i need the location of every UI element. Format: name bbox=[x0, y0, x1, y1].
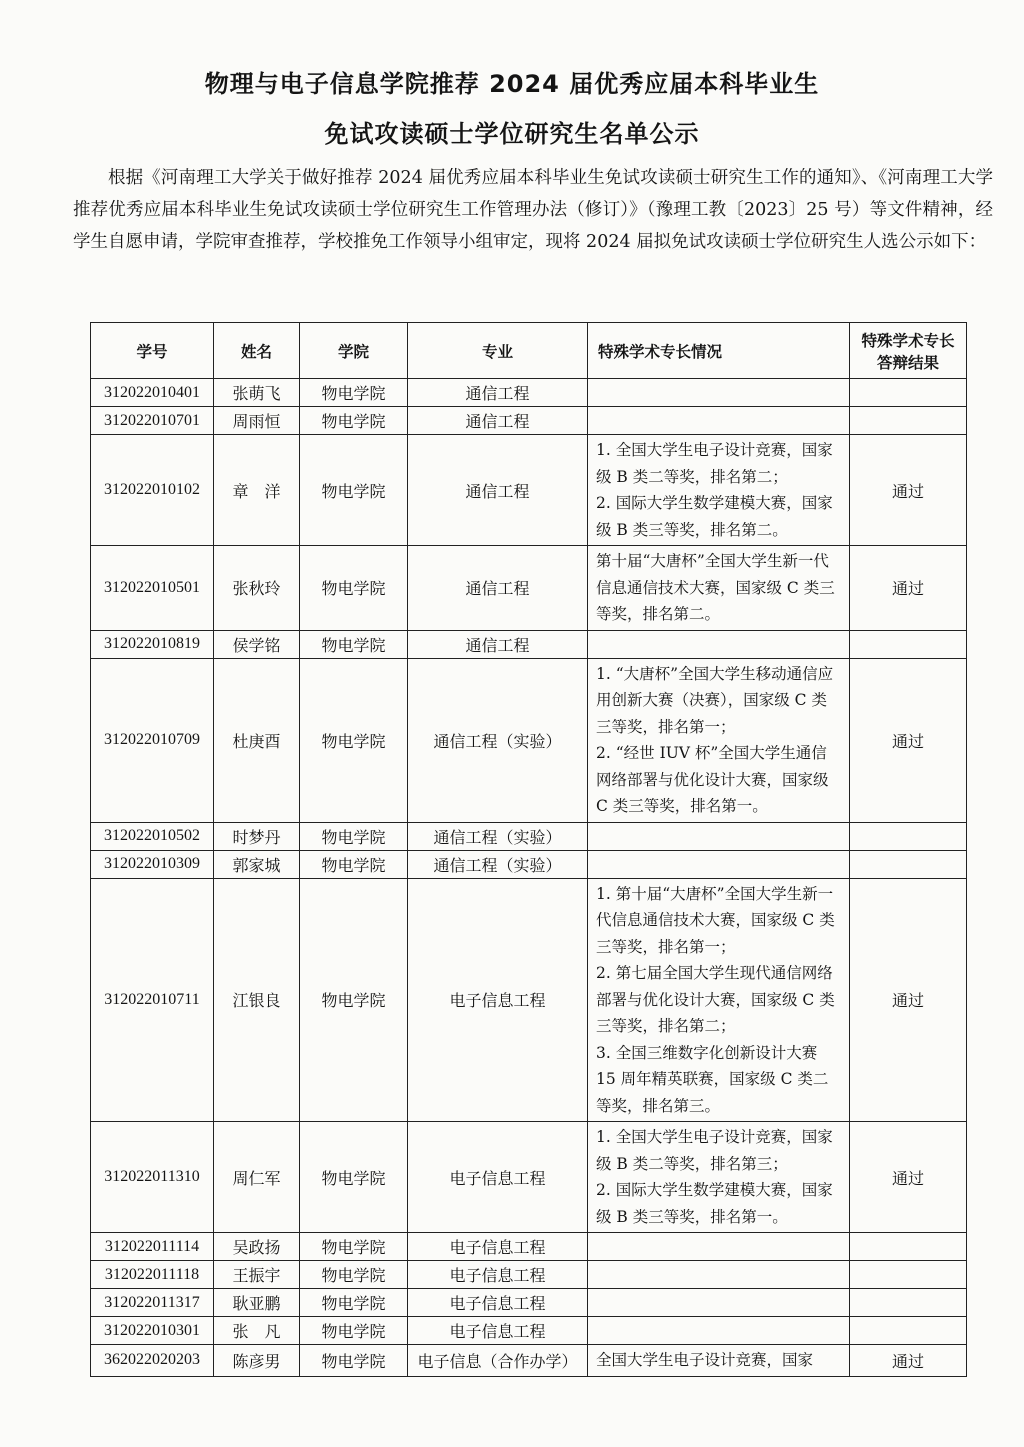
cell-major: 通信工程 bbox=[408, 435, 588, 546]
header-defense-result: 特殊学术专长答辩结果 bbox=[850, 323, 967, 379]
intro-text: 根据《河南理工大学关于做好推荐 2024 届优秀应届本科毕业生免试攻读硕士研究生工作的通知》、《河南理工大学推荐优秀应届本科毕业生免试攻读硕士学位研究生工作管理办法（修订）》（豫理工教〔2023〕25 号）等文件精神，经学生自愿申请，学院审查推荐，学校推免工作领导小组审定，现将 2024 届拟免试攻读硕士学位研究生人选公示如下： bbox=[73, 168, 993, 252]
cell-student-id: 312022010701 bbox=[91, 407, 214, 435]
cell-name: 周雨恒 bbox=[214, 407, 300, 435]
cell-student-id: 312022010401 bbox=[91, 379, 214, 407]
cell-special-expertise bbox=[588, 850, 850, 878]
cell-student-id: 362022020203 bbox=[91, 1345, 214, 1377]
cell-defense-result: 通过 bbox=[850, 546, 967, 631]
cell-major: 通信工程 bbox=[408, 407, 588, 435]
page-title-line1: 物理与电子信息学院推荐 2024 届优秀应届本科毕业生 bbox=[204, 70, 820, 98]
table-row bbox=[91, 850, 967, 878]
cell-defense-result bbox=[850, 822, 967, 850]
table-row bbox=[91, 1233, 967, 1261]
cell-defense-result bbox=[850, 850, 967, 878]
cell-special-expertise: 1. 全国大学生电子设计竞赛，国家级 B 类二等奖，排名第二； 2. 国际大学生数学建模大赛，国家级 B 类三等奖，排名第二。 bbox=[588, 435, 850, 546]
cell-college: 物电学院 bbox=[300, 850, 408, 878]
cell-special-expertise: 1. 全国大学生电子设计竞赛，国家级 B 类二等奖，排名第三； 2. 国际大学生数学建模大赛，国家级 B 类三等奖，排名第一。 bbox=[588, 1122, 850, 1233]
cell-name: 王振宇 bbox=[214, 1261, 300, 1289]
page-title-line2: 免试攻读硕士学位研究生名单公示 bbox=[324, 120, 700, 148]
cell-special-expertise bbox=[588, 1261, 850, 1289]
cell-student-id: 312022010102 bbox=[91, 435, 214, 546]
cell-college: 物电学院 bbox=[300, 379, 408, 407]
cell-college: 物电学院 bbox=[300, 435, 408, 546]
cell-defense-result bbox=[850, 630, 967, 658]
cell-special-expertise: 1. “大唐杯”全国大学生移动通信应用创新大赛（决赛），国家级 C 类三等奖，排名第一； 2. “经世 IUV 杯”全国大学生通信网络部署与优化设计大赛，国家级 C 类三等奖，排名第一。 bbox=[588, 658, 850, 822]
cell-special-expertise bbox=[588, 1289, 850, 1317]
cell-special-expertise bbox=[588, 1233, 850, 1261]
header-name: 姓名 bbox=[214, 323, 300, 379]
cell-special-expertise bbox=[588, 379, 850, 407]
cell-major: 电子信息工程 bbox=[408, 1233, 588, 1261]
header-college: 学院 bbox=[300, 323, 408, 379]
cell-major: 电子信息工程 bbox=[408, 1289, 588, 1317]
cell-special-expertise bbox=[588, 407, 850, 435]
cell-special-expertise: 全国大学生电子设计竞赛，国家 bbox=[588, 1345, 850, 1377]
table-row bbox=[91, 379, 967, 407]
cell-defense-result bbox=[850, 1317, 967, 1345]
cell-major: 通信工程（实验） bbox=[408, 658, 588, 822]
cell-student-id: 312022011317 bbox=[91, 1289, 214, 1317]
table-row bbox=[91, 630, 967, 658]
cell-student-id: 312022010502 bbox=[91, 822, 214, 850]
cell-college: 物电学院 bbox=[300, 1345, 408, 1377]
cell-defense-result bbox=[850, 1289, 967, 1317]
cell-special-expertise bbox=[588, 630, 850, 658]
cell-name: 陈彦男 bbox=[214, 1345, 300, 1377]
cell-college: 物电学院 bbox=[300, 630, 408, 658]
cell-name: 周仁军 bbox=[214, 1122, 300, 1233]
cell-college: 物电学院 bbox=[300, 1261, 408, 1289]
cell-student-id: 312022010711 bbox=[91, 878, 214, 1122]
cell-major: 电子信息工程 bbox=[408, 878, 588, 1122]
table-body bbox=[91, 379, 967, 1377]
table-row bbox=[91, 435, 967, 546]
cell-student-id: 312022011118 bbox=[91, 1261, 214, 1289]
cell-major: 电子信息工程 bbox=[408, 1122, 588, 1233]
table-row bbox=[91, 878, 967, 1122]
cell-college: 物电学院 bbox=[300, 1233, 408, 1261]
cell-defense-result: 通过 bbox=[850, 658, 967, 822]
intro-paragraph bbox=[73, 162, 993, 258]
header-special-expertise: 特殊学术专长情况 bbox=[588, 323, 850, 379]
cell-special-expertise: 1. 第十届“大唐杯”全国大学生新一代信息通信技术大赛，国家级 C 类三等奖，排名第一； 2. 第七届全国大学生现代通信网络部署与优化设计大赛，国家级 C 类三等奖，排名第二； 3. 全国三维数字化创新设计大赛 15 周年精英联赛，国家级 C 类二等奖，排名第三。 bbox=[588, 878, 850, 1122]
table-row bbox=[91, 407, 967, 435]
cell-college: 物电学院 bbox=[300, 822, 408, 850]
cell-student-id: 312022010501 bbox=[91, 546, 214, 631]
cell-defense-result: 通过 bbox=[850, 1122, 967, 1233]
cell-defense-result: 通过 bbox=[850, 1345, 967, 1377]
cell-name: 耿亚鹏 bbox=[214, 1289, 300, 1317]
table-row bbox=[91, 1122, 967, 1233]
table-row bbox=[91, 1289, 967, 1317]
table-row bbox=[91, 1317, 967, 1345]
header-student-id: 学号 bbox=[91, 323, 214, 379]
table-row bbox=[91, 822, 967, 850]
cell-name: 张秋玲 bbox=[214, 546, 300, 631]
cell-student-id: 312022010709 bbox=[91, 658, 214, 822]
table-header-row bbox=[91, 323, 967, 379]
table-row bbox=[91, 1345, 967, 1377]
candidate-table bbox=[90, 322, 967, 1377]
cell-name: 郭家城 bbox=[214, 850, 300, 878]
cell-defense-result bbox=[850, 1233, 967, 1261]
cell-college: 物电学院 bbox=[300, 1122, 408, 1233]
table-row bbox=[91, 546, 967, 631]
cell-student-id: 312022011114 bbox=[91, 1233, 214, 1261]
cell-major: 电子信息工程 bbox=[408, 1261, 588, 1289]
cell-major: 通信工程（实验） bbox=[408, 822, 588, 850]
cell-student-id: 312022010819 bbox=[91, 630, 214, 658]
cell-name: 张萌飞 bbox=[214, 379, 300, 407]
cell-college: 物电学院 bbox=[300, 407, 408, 435]
cell-college: 物电学院 bbox=[300, 546, 408, 631]
cell-student-id: 312022010309 bbox=[91, 850, 214, 878]
cell-college: 物电学院 bbox=[300, 658, 408, 822]
cell-name: 章 洋 bbox=[214, 435, 300, 546]
cell-major: 电子信息工程 bbox=[408, 1317, 588, 1345]
cell-college: 物电学院 bbox=[300, 1289, 408, 1317]
cell-defense-result: 通过 bbox=[850, 435, 967, 546]
cell-major: 通信工程 bbox=[408, 630, 588, 658]
cell-defense-result bbox=[850, 379, 967, 407]
cell-defense-result bbox=[850, 407, 967, 435]
cell-name: 时梦丹 bbox=[214, 822, 300, 850]
cell-name: 吴政扬 bbox=[214, 1233, 300, 1261]
cell-college: 物电学院 bbox=[300, 1317, 408, 1345]
cell-name: 侯学铭 bbox=[214, 630, 300, 658]
header-major: 专业 bbox=[408, 323, 588, 379]
cell-name: 江银良 bbox=[214, 878, 300, 1122]
cell-major: 电子信息（合作办学） bbox=[408, 1345, 588, 1377]
table-row bbox=[91, 658, 967, 822]
cell-name: 张 凡 bbox=[214, 1317, 300, 1345]
cell-major: 通信工程 bbox=[408, 546, 588, 631]
table-row bbox=[91, 1261, 967, 1289]
cell-name: 杜庚酉 bbox=[214, 658, 300, 822]
cell-major: 通信工程（实验） bbox=[408, 850, 588, 878]
cell-college: 物电学院 bbox=[300, 878, 408, 1122]
cell-special-expertise bbox=[588, 1317, 850, 1345]
cell-student-id: 312022011310 bbox=[91, 1122, 214, 1233]
cell-special-expertise bbox=[588, 822, 850, 850]
cell-defense-result bbox=[850, 1261, 967, 1289]
cell-major: 通信工程 bbox=[408, 379, 588, 407]
cell-student-id: 312022010301 bbox=[91, 1317, 214, 1345]
cell-special-expertise: 第十届“大唐杯”全国大学生新一代信息通信技术大赛，国家级 C 类三等奖，排名第二。 bbox=[588, 546, 850, 631]
cell-defense-result: 通过 bbox=[850, 878, 967, 1122]
